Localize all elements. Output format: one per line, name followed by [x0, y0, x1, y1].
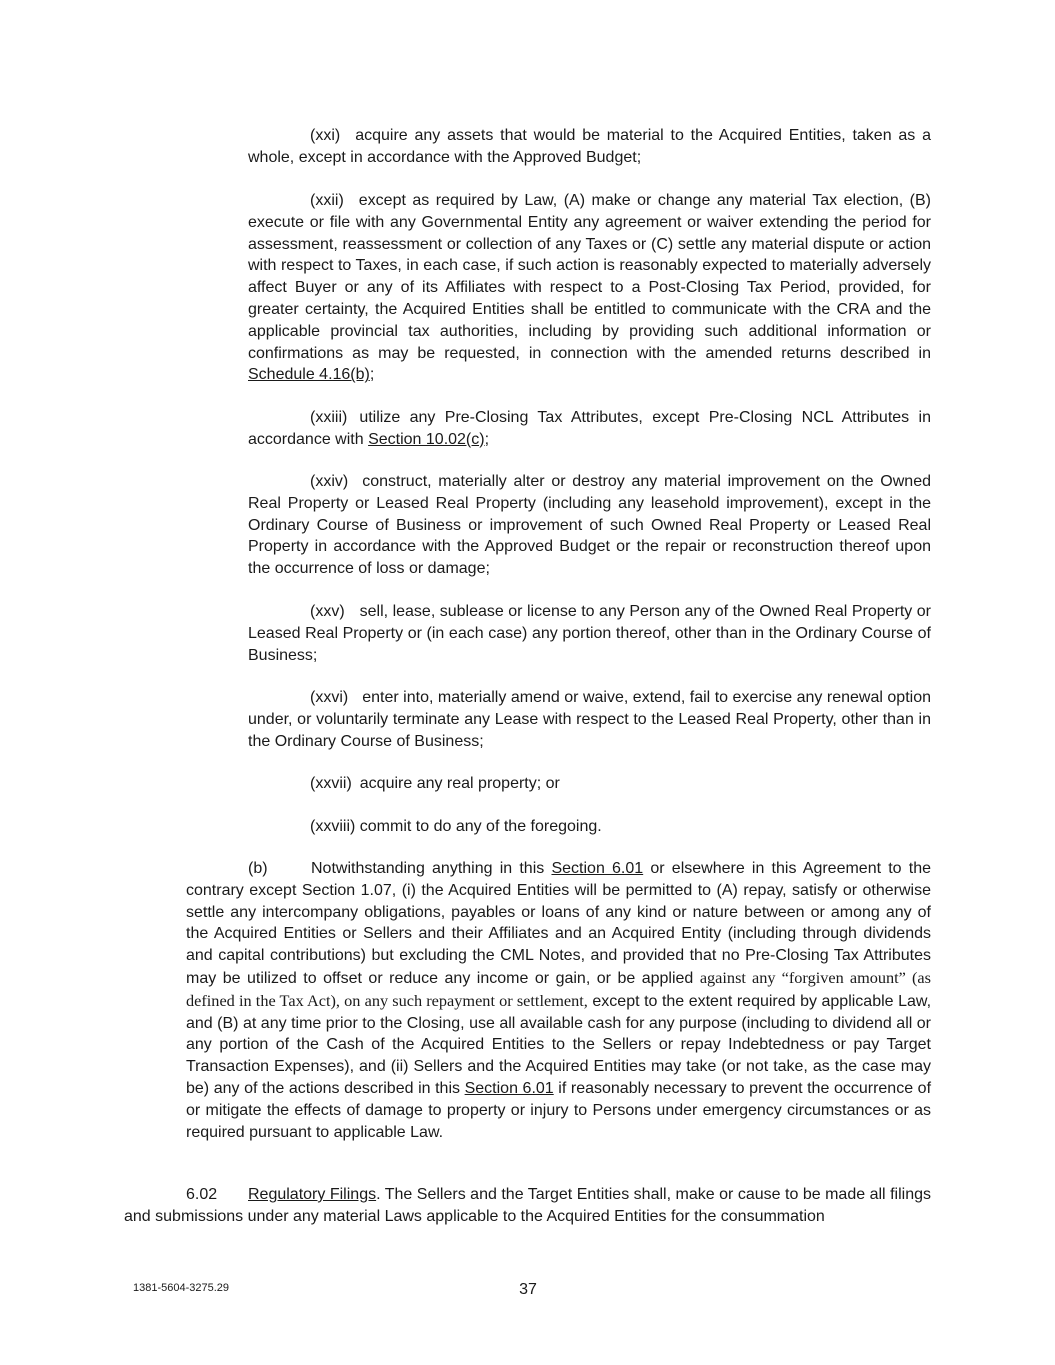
clause-label: (xxvii) [310, 775, 352, 792]
clause-text-end: ; [369, 366, 375, 384]
paragraph-label: (b) [248, 860, 268, 877]
paragraph-text: if reasonably necessary to prevent the occurrence of or mitigate the effects of damage to property or injury to Persons under emergency circumstances or as required pursuant to applicable Law. [186, 1079, 932, 1141]
clause-label: (xxv) [310, 603, 345, 620]
clause-xxi [248, 125, 931, 169]
clause-xxiv [248, 471, 931, 580]
section-number: 6.02 [186, 1186, 218, 1203]
clause-text-end: ; [484, 430, 490, 448]
clause-text: utilize any Pre-Closing Tax Attributes, except Pre-Closing NCL Attributes in accordance with [248, 409, 931, 448]
section-reference-link[interactable]: Section 10.02(c) [368, 430, 485, 448]
clause-xxvi [248, 687, 931, 752]
clause-label: (xxviii) [310, 818, 356, 835]
clause-text: enter into, materially amend or waive, extend, fail to exercise any renewal option under, or voluntarily terminate any Lease with respect to the Leased Real Property, other than in the Ordinary Course of Business; [248, 689, 931, 750]
clause-label: (xxi) [310, 127, 341, 144]
clause-label: (xxii) [310, 192, 344, 209]
section-reference-link[interactable]: Section 6.01 [464, 1079, 554, 1097]
clause-text: commit to do any of the foregoing. [359, 818, 602, 835]
section-reference-link[interactable]: Section 6.01 [551, 860, 644, 877]
clause-label: (xxiv) [310, 473, 349, 490]
clause-text: acquire any real property; or [359, 775, 560, 792]
section-text: . The Sellers and the Target Entities shall, make or cause to be made all filings and submissions under any material Laws applicable to the Acquired Entities for the consummation [124, 1186, 931, 1225]
page-number: 37 [519, 1281, 537, 1298]
section-heading: Regulatory Filings [248, 1186, 377, 1203]
clause-text: sell, lease, sublease or license to any Person any of the Owned Real Property or Leased Real Property or (in each case) any portion thereof, other than in the Ordinary Course of Business; [248, 603, 931, 664]
clause-label: (xxvi) [310, 689, 349, 706]
section-6-02 [124, 1184, 931, 1228]
clause-xxiii [248, 407, 931, 451]
schedule-reference-link[interactable]: Schedule 4.16(b) [248, 366, 370, 384]
clause-text: acquire any assets that would be material to the Acquired Entities, taken as a whole, except in accordance with the Approved Budget; [248, 127, 931, 166]
paragraph-text: or elsewhere in this Agreement to the contrary except Section 1.07, (i) the Acquired Entities will be permitted to (A) repay, satisfy or otherwise settle any intercompany obligations, payables or loans of any kind or nature between or among any of the Acquired Entities or Sellers and their Affiliates and an Acquired Entity (including through dividends and capital contributions) but excluding the CML Notes, and provided that no Pre-Closing Tax Attributes may be utilized to offset or reduce any income or gain, or be applied [186, 860, 931, 987]
paragraph-b [186, 858, 931, 1143]
paragraph-text: Notwithstanding anything in this [311, 860, 545, 877]
paragraph-text-serif: against any “forgiven amount” (as defined in the Tax Act), on any such repayment or settlement, [186, 967, 931, 1010]
paragraph-text: except to the extent required by applicable Law, and (B) at any time prior to the Closing, use all available cash for any purpose (including to dividend all or any portion of the Cash of the Acquired Entities to the Sellers or repay Indebtedness or pay Target Transaction Expenses), and (ii) Sellers and the Acquired Entities may take (or not take, as the case may be) any of the actions described in this [186, 992, 932, 1097]
clause-text: construct, materially alter or destroy any material improvement on the Owned Real Property or Leased Real Property (including any leasehold improvement), except in the Ordinary Course of Business or improvement of such Owned Real Property or Leased Real Property in accordance with the Approved Budget or the repair or reconstruction thereof upon the occurrence of loss or damage; [248, 473, 931, 578]
clause-xxii [248, 190, 931, 386]
clause-xxviii [248, 816, 931, 838]
clause-label: (xxiii) [310, 409, 348, 426]
clause-xxv [248, 601, 931, 666]
document-id: 1381-5604-3275.29 [133, 1282, 230, 1294]
clause-text: except as required by Law, (A) make or change any material Tax election, (B) execute or file with any Governmental Entity any agreement or waiver extending the period for assessment, reassessment or collection of any Taxes or (C) settle any material dispute or action with respect to Taxes, in each case, if such action is reasonably expected to materially adversely affect Buyer or any of its Affiliates with respect to a Post-Closing Tax Period, provided, for greater certainty, the Acquired Entities shall be entitled to communicate with the CRA and the applicable provincial tax authorities, including by providing such additional information or confirmations as may be requested, in connection with the amended returns described in [248, 192, 931, 362]
clause-xxvii [248, 773, 931, 795]
